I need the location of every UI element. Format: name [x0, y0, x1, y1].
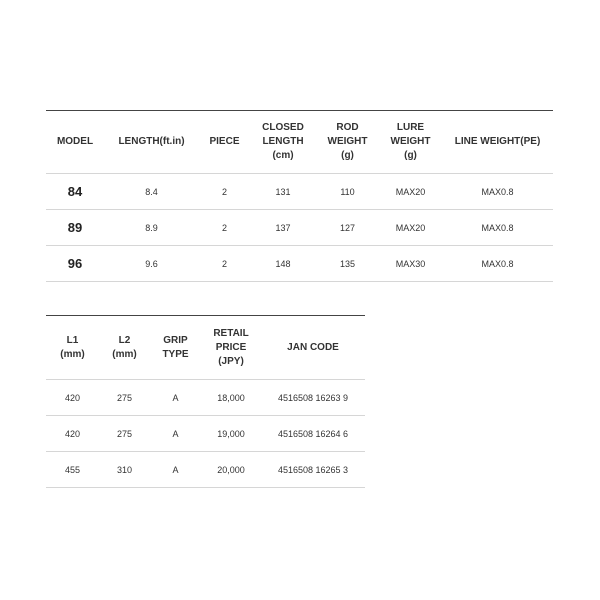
header-lure-weight: LURE WEIGHT (g): [379, 111, 442, 174]
cell-lure-weight: MAX20: [379, 210, 442, 246]
cell-l1: 420: [46, 416, 99, 452]
cell-closed-length: 131: [250, 174, 316, 210]
header-closed-length: CLOSED LENGTH (cm): [250, 111, 316, 174]
header-grip-type: GRIP TYPE: [150, 316, 201, 380]
cell-line-weight: MAX0.8: [442, 246, 553, 282]
header-model: MODEL: [46, 111, 104, 174]
cell-l2: 275: [99, 380, 150, 416]
cell-piece: 2: [199, 174, 250, 210]
header-rod-weight: ROD WEIGHT (g): [316, 111, 379, 174]
cell-grip-type: A: [150, 416, 201, 452]
cell-jan-code: 4516508 16265 3: [261, 452, 365, 488]
header-retail-price: RETAIL PRICE (JPY): [201, 316, 261, 380]
header-jan-code: JAN CODE: [261, 316, 365, 380]
cell-line-weight: MAX0.8: [442, 210, 553, 246]
cell-rod-weight: 135: [316, 246, 379, 282]
table-row: [46, 210, 553, 246]
cell-closed-length: 137: [250, 210, 316, 246]
table-row: [46, 416, 365, 452]
cell-l1: 455: [46, 452, 99, 488]
cell-length: 8.4: [104, 174, 199, 210]
cell-line-weight: MAX0.8: [442, 174, 553, 210]
header-length: LENGTH(ft.in): [104, 111, 199, 174]
cell-jan-code: 4516508 16264 6: [261, 416, 365, 452]
cell-length: 8.9: [104, 210, 199, 246]
cell-lure-weight: MAX30: [379, 246, 442, 282]
cell-model: 89: [46, 210, 104, 246]
cell-retail-price: 20,000: [201, 452, 261, 488]
spec-header-row: [46, 111, 553, 174]
cell-closed-length: 148: [250, 246, 316, 282]
price-header-row: [46, 316, 365, 380]
cell-rod-weight: 110: [316, 174, 379, 210]
table-row: [46, 246, 553, 282]
header-l2: L2 (mm): [99, 316, 150, 380]
header-line-weight: LINE WEIGHT(PE): [442, 111, 553, 174]
table-row: [46, 174, 553, 210]
cell-grip-type: A: [150, 380, 201, 416]
cell-model: 84: [46, 174, 104, 210]
cell-piece: 2: [199, 210, 250, 246]
table-row: [46, 452, 365, 488]
cell-retail-price: 19,000: [201, 416, 261, 452]
cell-lure-weight: MAX20: [379, 174, 442, 210]
cell-l2: 275: [99, 416, 150, 452]
table-row: [46, 380, 365, 416]
price-table: [46, 315, 365, 488]
cell-l2: 310: [99, 452, 150, 488]
cell-model: 96: [46, 246, 104, 282]
header-piece: PIECE: [199, 111, 250, 174]
cell-grip-type: A: [150, 452, 201, 488]
cell-piece: 2: [199, 246, 250, 282]
cell-retail-price: 18,000: [201, 380, 261, 416]
header-l1: L1 (mm): [46, 316, 99, 380]
spec-table: [46, 110, 553, 282]
cell-length: 9.6: [104, 246, 199, 282]
cell-l1: 420: [46, 380, 99, 416]
cell-jan-code: 4516508 16263 9: [261, 380, 365, 416]
cell-rod-weight: 127: [316, 210, 379, 246]
